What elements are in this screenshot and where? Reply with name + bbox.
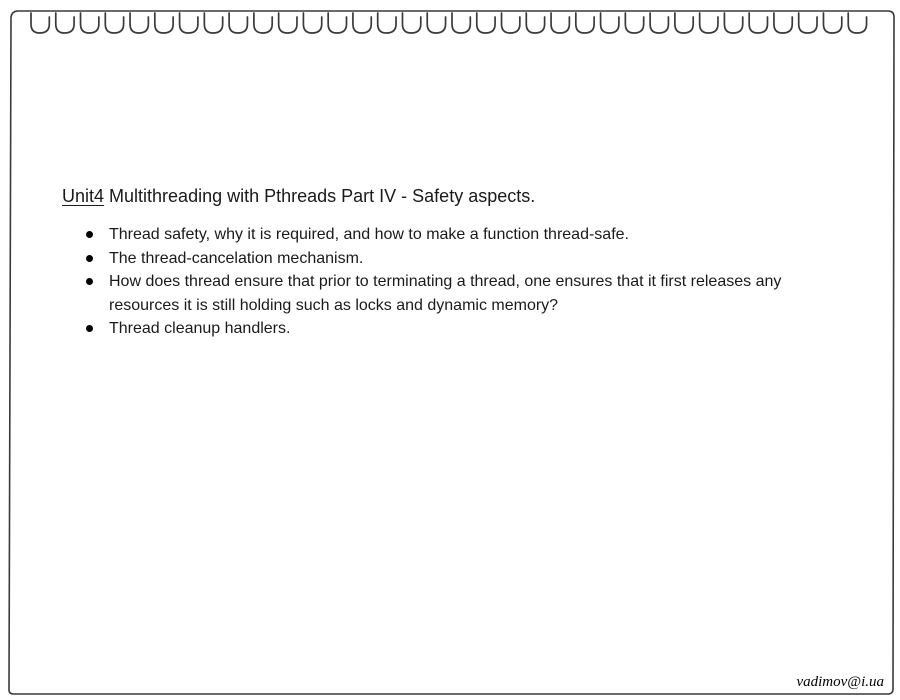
spiral-loop-icon <box>279 13 297 33</box>
list-item <box>62 270 845 317</box>
unit-title: Multithreading with Pthreads Part IV - Safety aspects. <box>104 186 536 206</box>
spiral-loop-icon <box>551 13 569 33</box>
spiral-loop-icon <box>749 13 767 33</box>
list-item-text: Thread cleanup handlers. <box>109 320 291 337</box>
spiral-loop-icon <box>774 13 792 33</box>
spiral-loop-icon <box>81 13 99 33</box>
spiral-loop-icon <box>155 13 173 33</box>
spiral-loop-icon <box>502 13 520 33</box>
list-item-text: The thread-cancelation mechanism. <box>109 249 364 267</box>
spiral-loop-icon <box>601 13 619 33</box>
bullet-dot-icon <box>86 231 93 238</box>
unit-label: Unit4 <box>62 186 105 206</box>
spiral-loop-icon <box>848 13 866 33</box>
spiral-loop-icon <box>402 13 420 33</box>
spiral-loop-icon <box>378 13 396 33</box>
spiral-loop-icon <box>254 13 272 33</box>
spiral-loop-icon <box>303 13 321 33</box>
spiral-loop-icon <box>180 13 198 33</box>
list-item <box>62 317 845 341</box>
spiral-loop-icon <box>576 13 594 33</box>
spiral-loop-icon <box>452 13 470 33</box>
spiral-loop-icon <box>799 13 817 33</box>
unit-heading <box>62 183 862 209</box>
main-content <box>62 183 862 341</box>
spiral-loop-icon <box>675 13 693 33</box>
page-border <box>9 11 894 694</box>
spiral-loop-icon <box>724 13 742 33</box>
list-item <box>62 247 845 271</box>
author-email: vadimov@i.ua <box>796 674 884 690</box>
spiral-loop-icon <box>229 13 247 33</box>
spiral-loop-icon <box>625 13 643 33</box>
spiral-loop-icon <box>427 13 445 33</box>
spiral-loop-icon <box>204 13 222 33</box>
topic-list <box>62 223 862 341</box>
bullet-dot-icon <box>86 278 93 285</box>
spiral-loop-icon <box>328 13 346 33</box>
spiral-loop-icon <box>477 13 495 33</box>
spiral-loop-icon <box>31 13 49 33</box>
spiral-loop-icon <box>700 13 718 33</box>
spiral-loop-icon <box>650 13 668 33</box>
bullet-dot-icon <box>86 255 93 262</box>
spiral-loop-icon <box>526 13 544 33</box>
list-item <box>62 223 845 247</box>
bullet-dot-icon <box>86 325 93 332</box>
spiral-loop-icon <box>56 13 74 33</box>
spiral-binding-icon <box>31 13 867 33</box>
spiral-loop-icon <box>353 13 371 33</box>
spiral-loop-icon <box>130 13 148 33</box>
spiral-loop-icon <box>105 13 123 33</box>
list-item-text: Thread safety, why it is required, and how to make a function thread-safe. <box>109 226 629 243</box>
spiral-loop-icon <box>823 13 841 33</box>
list-item-text: How does thread ensure that prior to terminating a thread, one ensures that it first releases any resources it is still holding such as locks and dynamic memory? <box>109 273 782 314</box>
